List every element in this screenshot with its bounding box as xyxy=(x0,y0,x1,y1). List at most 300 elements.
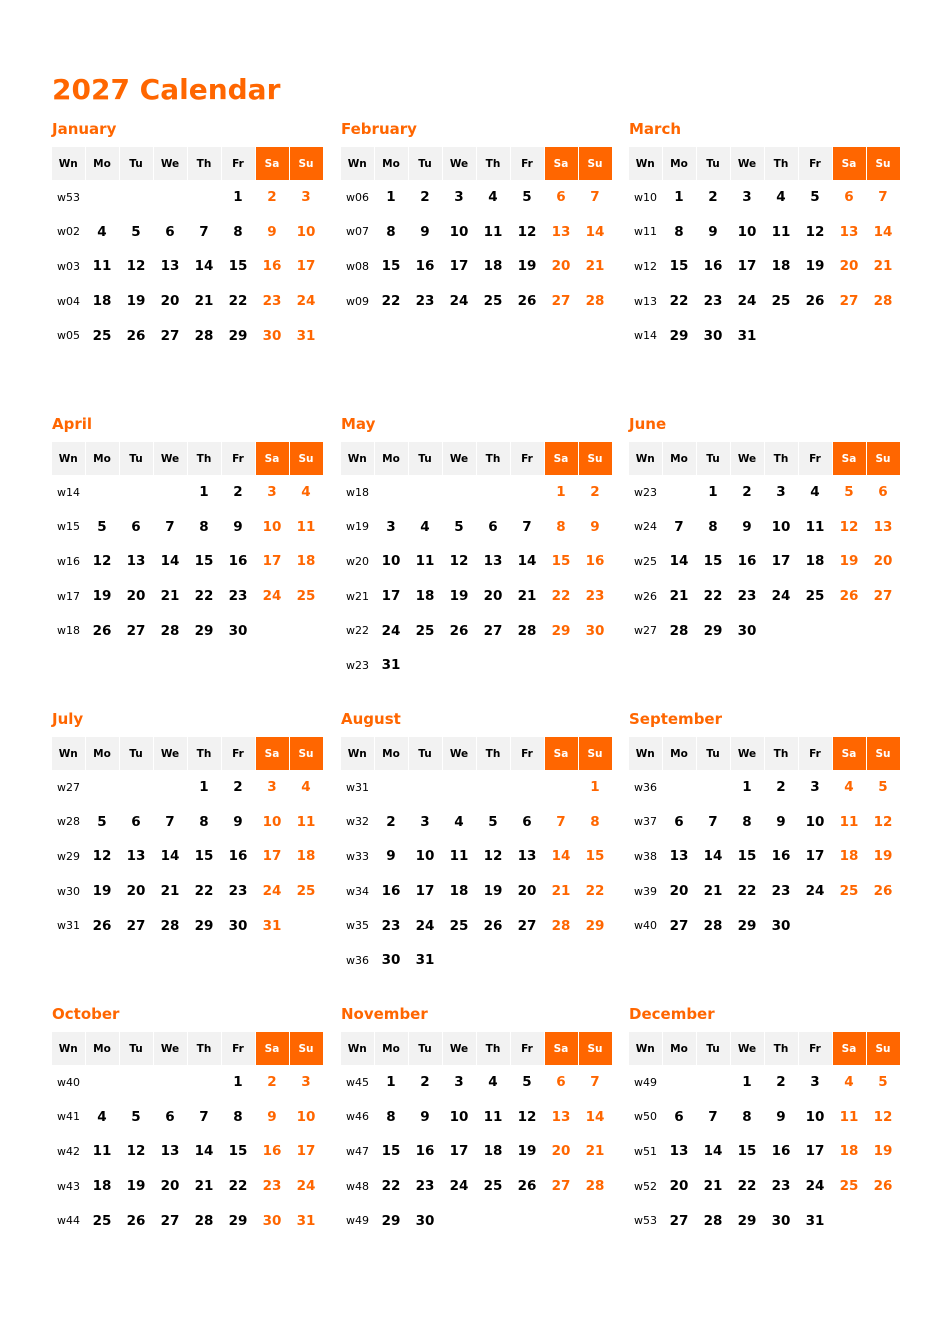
day-cell: 3 xyxy=(420,813,430,830)
day-cell: 19 xyxy=(449,588,469,605)
day-cell: 26 xyxy=(92,917,112,934)
day-cell xyxy=(764,318,798,353)
weekday-header: Th xyxy=(476,1032,510,1065)
day-cell: 21 xyxy=(160,883,180,900)
day-cell: 29 xyxy=(737,1212,757,1229)
week-number-header: Wn xyxy=(52,737,85,770)
day-cell xyxy=(476,770,510,805)
day-cell: 29 xyxy=(228,1212,248,1229)
weekend-day-cell: 24 xyxy=(296,293,316,310)
weekday-header: We xyxy=(153,737,187,770)
day-cell: 21 xyxy=(703,1178,723,1195)
week-number: w51 xyxy=(634,1144,657,1158)
weekend-day-cell: 23 xyxy=(262,1178,282,1195)
weekend-day-cell: 16 xyxy=(585,553,605,570)
weekday-header-row xyxy=(341,442,612,475)
weekend-day-cell: 18 xyxy=(296,848,316,865)
day-cell: 22 xyxy=(381,293,401,310)
weekday-header: We xyxy=(730,442,764,475)
day-cell: 16 xyxy=(415,1143,435,1160)
day-cell: 23 xyxy=(415,293,435,310)
day-cell: 5 xyxy=(97,518,107,535)
day-cell xyxy=(442,1203,476,1238)
day-cell: 5 xyxy=(522,1074,532,1091)
weekend-day-cell: 23 xyxy=(585,588,605,605)
month-october xyxy=(52,1006,323,1238)
weekday-header: We xyxy=(442,737,476,770)
day-cell: 14 xyxy=(160,553,180,570)
week-row xyxy=(52,475,323,510)
weekend-day-cell: 27 xyxy=(873,588,893,605)
week-row xyxy=(629,510,900,545)
day-cell xyxy=(798,613,832,648)
day-cell: 22 xyxy=(737,883,757,900)
week-number: w22 xyxy=(346,624,369,638)
weekday-header: Mo xyxy=(85,147,119,180)
week-row xyxy=(52,318,323,353)
week-row xyxy=(341,1169,612,1204)
day-cell: 12 xyxy=(805,223,825,240)
month-table xyxy=(341,1032,613,1238)
week-row xyxy=(341,215,612,250)
weekday-header: Sa xyxy=(255,147,289,180)
month-table xyxy=(341,737,613,978)
weekday-header: Mo xyxy=(374,442,408,475)
week-row xyxy=(341,475,612,510)
day-cell: 28 xyxy=(703,917,723,934)
day-cell: 30 xyxy=(228,917,248,934)
weekend-day-cell xyxy=(544,648,578,683)
weekend-day-cell: 22 xyxy=(551,588,571,605)
week-row xyxy=(629,1169,900,1204)
weekend-day-cell: 3 xyxy=(267,484,277,501)
day-cell xyxy=(85,180,119,215)
day-cell: 22 xyxy=(669,293,689,310)
weekend-day-cell: 17 xyxy=(296,1143,316,1160)
week-number: w50 xyxy=(634,1110,657,1124)
week-number: w18 xyxy=(346,485,369,499)
day-cell xyxy=(510,770,544,805)
day-cell: 30 xyxy=(771,917,791,934)
weekend-day-cell: 1 xyxy=(590,779,600,796)
weekday-header: Sa xyxy=(832,737,866,770)
day-cell: 13 xyxy=(517,848,537,865)
week-number: w05 xyxy=(57,329,80,343)
weekday-header: Th xyxy=(764,737,798,770)
weekend-day-cell xyxy=(866,613,900,648)
day-cell: 29 xyxy=(737,917,757,934)
month-june xyxy=(629,416,900,648)
month-december xyxy=(629,1006,900,1238)
day-cell: 24 xyxy=(805,883,825,900)
day-cell xyxy=(374,770,408,805)
day-cell: 14 xyxy=(703,1143,723,1160)
weekday-header-row xyxy=(341,147,612,180)
month-name: May xyxy=(341,415,376,433)
weekday-header-row xyxy=(629,737,900,770)
weekday-header: Mo xyxy=(662,442,696,475)
day-cell: 1 xyxy=(742,1074,752,1091)
weekend-day-cell: 24 xyxy=(296,1178,316,1195)
day-cell: 30 xyxy=(771,1212,791,1229)
day-cell xyxy=(119,475,153,510)
weekend-day-cell: 3 xyxy=(301,189,311,206)
day-cell: 20 xyxy=(160,293,180,310)
day-cell: 16 xyxy=(771,848,791,865)
week-number: w36 xyxy=(346,953,369,967)
weekend-day-cell: 7 xyxy=(878,189,888,206)
weekend-day-cell xyxy=(866,908,900,943)
page-title: 2027 Calendar xyxy=(52,73,281,106)
weekday-header: Su xyxy=(289,147,323,180)
day-cell: 27 xyxy=(669,1212,689,1229)
weekend-day-cell: 13 xyxy=(551,223,571,240)
weekday-header: Tu xyxy=(119,442,153,475)
day-cell xyxy=(408,475,442,510)
weekend-day-cell: 9 xyxy=(267,1108,277,1125)
weekend-day-cell: 18 xyxy=(296,553,316,570)
day-cell: 2 xyxy=(420,189,430,206)
week-row xyxy=(52,839,323,874)
week-row xyxy=(629,1134,900,1169)
day-cell: 2 xyxy=(233,779,243,796)
day-cell: 29 xyxy=(703,622,723,639)
week-number: w20 xyxy=(346,554,369,568)
week-number: w49 xyxy=(634,1075,657,1089)
week-row xyxy=(52,510,323,545)
day-cell: 27 xyxy=(160,327,180,344)
day-cell: 25 xyxy=(415,622,435,639)
week-row xyxy=(341,544,612,579)
week-number: w23 xyxy=(346,658,369,672)
weekend-day-cell: 12 xyxy=(873,813,893,830)
day-cell: 1 xyxy=(199,484,209,501)
weekend-day-cell: 13 xyxy=(873,518,893,535)
week-row xyxy=(629,874,900,909)
weekday-header: We xyxy=(153,1032,187,1065)
day-cell xyxy=(662,475,696,510)
weekend-day-cell xyxy=(832,1203,866,1238)
day-cell: 3 xyxy=(776,484,786,501)
week-number-header: Wn xyxy=(629,147,662,180)
month-name: August xyxy=(341,710,401,728)
weekday-header: Tu xyxy=(119,737,153,770)
day-cell: 18 xyxy=(771,258,791,275)
weekday-header-row xyxy=(341,1032,612,1065)
day-cell: 21 xyxy=(703,883,723,900)
weekday-header: Tu xyxy=(696,442,730,475)
day-cell: 30 xyxy=(381,952,401,969)
weekend-day-cell: 4 xyxy=(301,779,311,796)
weekday-header: Su xyxy=(578,737,612,770)
week-number: w37 xyxy=(634,815,657,829)
day-cell: 20 xyxy=(517,883,537,900)
day-cell: 5 xyxy=(131,1108,141,1125)
week-row xyxy=(629,215,900,250)
day-cell: 2 xyxy=(742,484,752,501)
month-may xyxy=(341,416,612,683)
day-cell: 15 xyxy=(703,553,723,570)
day-cell: 22 xyxy=(228,293,248,310)
day-cell: 11 xyxy=(92,1143,112,1160)
day-cell: 8 xyxy=(742,813,752,830)
weekday-header-row xyxy=(52,147,323,180)
weekday-header: Fr xyxy=(798,442,832,475)
day-cell: 15 xyxy=(194,553,214,570)
weekday-header: Mo xyxy=(374,737,408,770)
weekend-day-cell: 21 xyxy=(551,883,571,900)
month-march xyxy=(629,121,900,353)
day-cell: 5 xyxy=(97,813,107,830)
weekday-header: Tu xyxy=(696,147,730,180)
weekday-header: Su xyxy=(866,737,900,770)
day-cell: 13 xyxy=(669,848,689,865)
weekday-header: Su xyxy=(866,442,900,475)
day-cell: 8 xyxy=(233,223,243,240)
day-cell: 4 xyxy=(420,518,430,535)
week-number: w26 xyxy=(634,589,657,603)
day-cell xyxy=(153,475,187,510)
weekend-day-cell: 24 xyxy=(262,588,282,605)
weekend-day-cell: 31 xyxy=(296,327,316,344)
weekend-day-cell: 28 xyxy=(585,293,605,310)
weekend-day-cell: 4 xyxy=(844,1074,854,1091)
weekend-day-cell: 18 xyxy=(839,848,859,865)
day-cell: 10 xyxy=(449,1108,469,1125)
day-cell: 4 xyxy=(97,1108,107,1125)
day-cell: 22 xyxy=(194,883,214,900)
weekend-day-cell: 14 xyxy=(873,223,893,240)
week-row xyxy=(341,1203,612,1238)
day-cell: 27 xyxy=(126,622,146,639)
day-cell: 29 xyxy=(194,622,214,639)
day-cell: 2 xyxy=(233,484,243,501)
week-row xyxy=(341,770,612,805)
weekday-header: Su xyxy=(578,442,612,475)
weekend-day-cell: 29 xyxy=(585,917,605,934)
day-cell: 7 xyxy=(708,1108,718,1125)
weekday-header: We xyxy=(442,442,476,475)
day-cell xyxy=(662,770,696,805)
day-cell: 9 xyxy=(776,813,786,830)
week-number: w10 xyxy=(634,190,657,204)
weekday-header: Su xyxy=(289,442,323,475)
weekend-day-cell xyxy=(578,943,612,978)
weekend-day-cell: 20 xyxy=(839,258,859,275)
day-cell: 6 xyxy=(131,518,141,535)
weekend-day-cell: 15 xyxy=(585,848,605,865)
week-number-header: Wn xyxy=(341,1032,374,1065)
weekday-header: Mo xyxy=(662,147,696,180)
weekday-header-row xyxy=(52,442,323,475)
weekday-header: Tu xyxy=(408,1032,442,1065)
day-cell: 19 xyxy=(126,293,146,310)
weekday-header: Sa xyxy=(544,442,578,475)
week-row xyxy=(52,579,323,614)
weekend-day-cell: 10 xyxy=(296,1108,316,1125)
weekday-header: Tu xyxy=(408,737,442,770)
day-cell: 7 xyxy=(674,518,684,535)
day-cell: 1 xyxy=(199,779,209,796)
weekend-day-cell: 9 xyxy=(267,223,277,240)
day-cell: 16 xyxy=(737,553,757,570)
day-cell: 23 xyxy=(703,293,723,310)
day-cell: 15 xyxy=(737,1143,757,1160)
month-table xyxy=(341,147,613,318)
day-cell: 15 xyxy=(669,258,689,275)
day-cell: 1 xyxy=(233,189,243,206)
day-cell xyxy=(442,943,476,978)
weekday-header-row xyxy=(629,147,900,180)
week-row xyxy=(629,770,900,805)
week-row xyxy=(341,579,612,614)
weekend-day-cell: 27 xyxy=(551,293,571,310)
week-number: w14 xyxy=(634,329,657,343)
day-cell: 6 xyxy=(131,813,141,830)
month-name: February xyxy=(341,120,417,138)
day-cell: 10 xyxy=(381,553,401,570)
weekday-header: Fr xyxy=(798,147,832,180)
day-cell: 18 xyxy=(483,258,503,275)
day-cell xyxy=(510,475,544,510)
day-cell: 2 xyxy=(386,813,396,830)
weekend-day-cell: 8 xyxy=(556,518,566,535)
week-row xyxy=(341,805,612,840)
weekend-day-cell: 11 xyxy=(839,813,859,830)
day-cell: 23 xyxy=(415,1178,435,1195)
week-number: w49 xyxy=(346,1214,369,1228)
month-table xyxy=(629,442,901,648)
week-number: w41 xyxy=(57,1110,80,1124)
weekend-day-cell: 6 xyxy=(556,189,566,206)
weekday-header: Mo xyxy=(85,442,119,475)
day-cell: 25 xyxy=(805,588,825,605)
day-cell: 20 xyxy=(669,883,689,900)
day-cell: 22 xyxy=(194,588,214,605)
day-cell: 18 xyxy=(483,1143,503,1160)
day-cell: 24 xyxy=(449,293,469,310)
day-cell: 14 xyxy=(517,553,537,570)
weekend-day-cell: 26 xyxy=(873,883,893,900)
week-row xyxy=(629,318,900,353)
day-cell: 11 xyxy=(805,518,825,535)
weekday-header: Th xyxy=(476,147,510,180)
week-number: w46 xyxy=(346,1110,369,1124)
day-cell: 20 xyxy=(160,1178,180,1195)
day-cell: 28 xyxy=(194,1212,214,1229)
day-cell: 4 xyxy=(97,223,107,240)
week-row xyxy=(52,1169,323,1204)
weekday-header: Mo xyxy=(374,1032,408,1065)
day-cell: 19 xyxy=(517,258,537,275)
day-cell: 13 xyxy=(126,848,146,865)
week-number: w23 xyxy=(634,485,657,499)
week-number: w38 xyxy=(634,849,657,863)
day-cell: 26 xyxy=(92,622,112,639)
day-cell: 2 xyxy=(776,779,786,796)
weekend-day-cell: 2 xyxy=(590,484,600,501)
week-row xyxy=(341,613,612,648)
week-number: w15 xyxy=(57,520,80,534)
week-number: w02 xyxy=(57,225,80,239)
day-cell xyxy=(153,1065,187,1100)
month-april xyxy=(52,416,323,648)
day-cell: 22 xyxy=(737,1178,757,1195)
day-cell xyxy=(798,908,832,943)
day-cell: 8 xyxy=(386,223,396,240)
week-row xyxy=(629,579,900,614)
day-cell xyxy=(85,770,119,805)
week-number: w43 xyxy=(57,1179,80,1193)
week-number-header: Wn xyxy=(629,1032,662,1065)
week-number: w45 xyxy=(346,1075,369,1089)
day-cell: 24 xyxy=(415,917,435,934)
day-cell: 27 xyxy=(483,622,503,639)
day-cell: 16 xyxy=(381,883,401,900)
week-number: w27 xyxy=(57,780,80,794)
week-row xyxy=(52,1065,323,1100)
day-cell xyxy=(187,180,221,215)
day-cell: 7 xyxy=(522,518,532,535)
week-row xyxy=(52,249,323,284)
weekend-day-cell: 19 xyxy=(873,1143,893,1160)
week-row xyxy=(341,839,612,874)
week-number: w44 xyxy=(57,1214,80,1228)
day-cell: 20 xyxy=(126,588,146,605)
day-cell: 2 xyxy=(420,1074,430,1091)
week-number: w48 xyxy=(346,1179,369,1193)
weekend-day-cell xyxy=(832,908,866,943)
day-cell: 31 xyxy=(805,1212,825,1229)
week-number: w17 xyxy=(57,589,80,603)
week-number: w06 xyxy=(346,190,369,204)
weekday-header: Sa xyxy=(255,442,289,475)
weekend-day-cell: 31 xyxy=(262,917,282,934)
weekday-header: Sa xyxy=(832,442,866,475)
day-cell: 2 xyxy=(776,1074,786,1091)
day-cell: 26 xyxy=(126,1212,146,1229)
week-number: w42 xyxy=(57,1144,80,1158)
week-number: w12 xyxy=(634,259,657,273)
week-number-header: Wn xyxy=(52,1032,85,1065)
day-cell: 13 xyxy=(126,553,146,570)
day-cell: 19 xyxy=(517,1143,537,1160)
day-cell xyxy=(510,648,544,683)
weekday-header: Mo xyxy=(662,737,696,770)
week-number: w30 xyxy=(57,884,80,898)
month-table xyxy=(341,442,613,683)
weekday-header-row xyxy=(629,1032,900,1065)
day-cell xyxy=(119,1065,153,1100)
day-cell: 26 xyxy=(483,917,503,934)
day-cell: 2 xyxy=(708,189,718,206)
weekend-day-cell: 3 xyxy=(267,779,277,796)
weekday-header: We xyxy=(730,147,764,180)
day-cell: 9 xyxy=(708,223,718,240)
weekday-header: Sa xyxy=(255,737,289,770)
day-cell xyxy=(442,648,476,683)
day-cell: 4 xyxy=(810,484,820,501)
weekend-day-cell xyxy=(832,318,866,353)
weekday-header: Th xyxy=(764,442,798,475)
day-cell: 3 xyxy=(454,1074,464,1091)
day-cell: 21 xyxy=(669,588,689,605)
day-cell: 30 xyxy=(703,327,723,344)
weekend-day-cell: 5 xyxy=(878,779,888,796)
weekend-day-cell xyxy=(544,1203,578,1238)
weekend-day-cell: 16 xyxy=(262,258,282,275)
day-cell: 9 xyxy=(233,813,243,830)
